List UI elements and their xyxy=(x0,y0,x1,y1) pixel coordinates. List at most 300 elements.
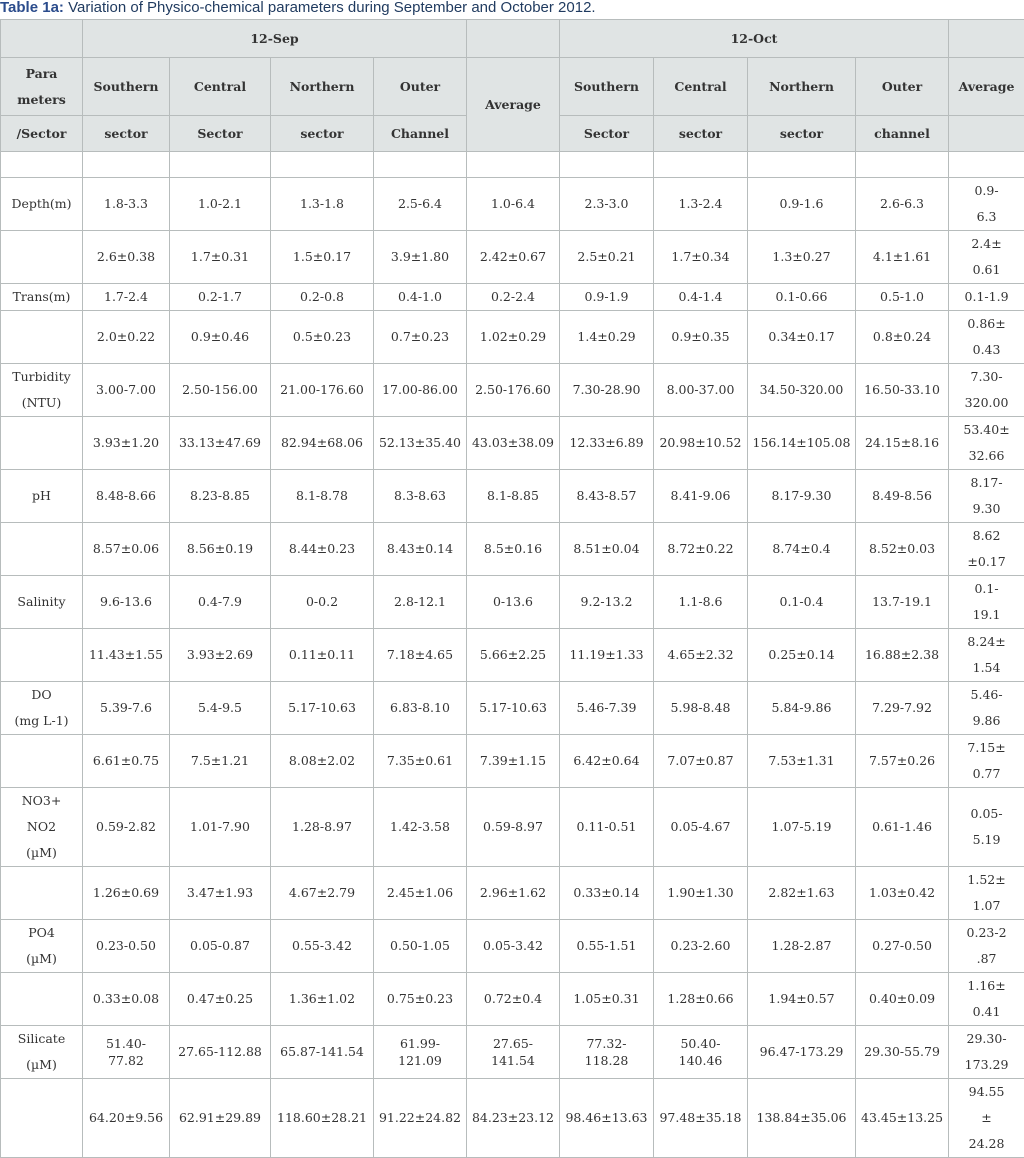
header-oct-southern: Southern xyxy=(560,58,654,116)
value-cell: 8.43±0.14 xyxy=(374,523,467,576)
value-cell: 27.65- 141.54 xyxy=(467,1026,560,1079)
value-cell: 8.3-8.63 xyxy=(374,470,467,523)
value-cell: 1.5±0.17 xyxy=(271,231,374,284)
value-cell: 20.98±10.52 xyxy=(654,417,748,470)
value-cell: 51.40- 77.82 xyxy=(83,1026,170,1079)
value-cell: 0.33±0.14 xyxy=(560,867,654,920)
param-label: (µM) xyxy=(2,946,81,972)
value-cell: 0.9±0.35 xyxy=(654,311,748,364)
value-cell: 0.59-8.97 xyxy=(467,788,560,867)
param-cell xyxy=(1,735,83,788)
average-value: 9.86 xyxy=(950,708,1023,734)
average-value: 53.40± xyxy=(950,417,1023,443)
table-row xyxy=(1,178,1024,231)
value-cell: 0.11±0.11 xyxy=(271,629,374,682)
value-cell: 0.33±0.08 xyxy=(83,973,170,1026)
average-value: 2.4± xyxy=(950,231,1023,257)
table-row xyxy=(1,973,1024,1026)
header-oct-southern-sub: Sector xyxy=(560,116,654,152)
value-cell: 5.84-9.86 xyxy=(748,682,856,735)
value-cell: 0.9-1.6 xyxy=(748,178,856,231)
value-cell: 1.3-2.4 xyxy=(654,178,748,231)
average-value: 0.1- xyxy=(950,576,1023,602)
value-cell: 21.00-176.60 xyxy=(271,364,374,417)
param-cell xyxy=(1,284,83,311)
param-cell xyxy=(1,682,83,735)
value-cell: 1.36±1.02 xyxy=(271,973,374,1026)
param-label: pH xyxy=(2,483,81,509)
spacer-cell xyxy=(949,152,1024,178)
average-cell xyxy=(949,973,1024,1026)
average-cell xyxy=(949,523,1024,576)
value-cell: 7.30-28.90 xyxy=(560,364,654,417)
average-value: 1.16± xyxy=(950,973,1023,999)
value-cell: 2.3-3.0 xyxy=(560,178,654,231)
value-cell: 0.5-1.0 xyxy=(856,284,949,311)
average-value: ±0.17 xyxy=(950,549,1023,575)
value-cell: 98.46±13.63 xyxy=(560,1079,654,1158)
value-cell: 0.4-1.4 xyxy=(654,284,748,311)
value-cell: 8.23-8.85 xyxy=(170,470,271,523)
param-cell xyxy=(1,417,83,470)
average-value: 1.54 xyxy=(950,655,1023,681)
header-oct-northern: Northern xyxy=(748,58,856,116)
value-cell: 8.57±0.06 xyxy=(83,523,170,576)
value-cell: 0.2-0.8 xyxy=(271,284,374,311)
header-sep-northern-sub: sector xyxy=(271,116,374,152)
value-cell: 82.94±68.06 xyxy=(271,417,374,470)
value-cell: 1.7±0.31 xyxy=(170,231,271,284)
average-value: 173.29 xyxy=(950,1052,1023,1078)
param-cell xyxy=(1,629,83,682)
average-value: 32.66 xyxy=(950,443,1023,469)
table-row xyxy=(1,735,1024,788)
average-value: 94.55 xyxy=(950,1079,1023,1105)
header-oct-outer: Outer xyxy=(856,58,949,116)
average-value: 320.00 xyxy=(950,390,1023,416)
value-cell: 3.9±1.80 xyxy=(374,231,467,284)
average-cell xyxy=(949,920,1024,973)
param-cell xyxy=(1,788,83,867)
value-cell: 0.34±0.17 xyxy=(748,311,856,364)
header-oct-average: Average xyxy=(949,58,1024,116)
value-cell: 0.72±0.4 xyxy=(467,973,560,1026)
value-cell: 8.51±0.04 xyxy=(560,523,654,576)
value-cell: 43.45±13.25 xyxy=(856,1079,949,1158)
value-cell: 0.27-0.50 xyxy=(856,920,949,973)
value-cell: 24.15±8.16 xyxy=(856,417,949,470)
value-cell: 8.56±0.19 xyxy=(170,523,271,576)
value-cell: 1.28-2.87 xyxy=(748,920,856,973)
value-cell: 34.50-320.00 xyxy=(748,364,856,417)
average-cell xyxy=(949,311,1024,364)
param-label: (µM) xyxy=(2,1052,81,1078)
table-row xyxy=(1,1026,1024,1079)
header-sep-northern: Northern xyxy=(271,58,374,116)
table-row xyxy=(1,867,1024,920)
value-cell: 0.40±0.09 xyxy=(856,973,949,1026)
value-cell: 0.25±0.14 xyxy=(748,629,856,682)
header-blank xyxy=(949,20,1024,58)
value-cell: 0.05-0.87 xyxy=(170,920,271,973)
average-value: 7.15± xyxy=(950,735,1023,761)
spacer-cell xyxy=(83,152,170,178)
average-value: 5.46- xyxy=(950,682,1023,708)
header-sep-outer-sub: Channel xyxy=(374,116,467,152)
spacer-cell xyxy=(374,152,467,178)
value-cell: 0.55-3.42 xyxy=(271,920,374,973)
average-cell xyxy=(949,178,1024,231)
value-cell: 84.23±23.12 xyxy=(467,1079,560,1158)
average-value: 1.07 xyxy=(950,893,1023,919)
value-cell: 7.39±1.15 xyxy=(467,735,560,788)
spacer-cell xyxy=(467,152,560,178)
value-cell: 12.33±6.89 xyxy=(560,417,654,470)
value-cell: 1.03±0.42 xyxy=(856,867,949,920)
value-cell: 27.65-112.88 xyxy=(170,1026,271,1079)
average-cell xyxy=(949,576,1024,629)
value-cell: 7.07±0.87 xyxy=(654,735,748,788)
value-cell: 11.43±1.55 xyxy=(83,629,170,682)
value-cell: 0.23-0.50 xyxy=(83,920,170,973)
value-cell: 7.29-7.92 xyxy=(856,682,949,735)
value-cell: 1.42-3.58 xyxy=(374,788,467,867)
param-label: Turbidity xyxy=(2,364,81,390)
value-cell: 0.05-3.42 xyxy=(467,920,560,973)
param-label: Trans(m) xyxy=(2,284,81,310)
header-row-months xyxy=(1,20,1024,58)
average-value: 0.43 xyxy=(950,337,1023,363)
average-value: .87 xyxy=(950,946,1023,972)
caption-text: Variation of Physico-chemical parameters during September and October 2012. xyxy=(64,0,596,16)
header-oct-central: Central xyxy=(654,58,748,116)
value-cell: 5.66±2.25 xyxy=(467,629,560,682)
table-row xyxy=(1,417,1024,470)
value-cell: 138.84±35.06 xyxy=(748,1079,856,1158)
param-label: NO2 xyxy=(2,814,81,840)
average-cell xyxy=(949,1079,1024,1158)
header-month-sep: 12-Sep xyxy=(83,20,467,58)
value-cell: 7.5±1.21 xyxy=(170,735,271,788)
value-cell: 0.23-2.60 xyxy=(654,920,748,973)
table-row xyxy=(1,1079,1024,1158)
header-sep-outer: Outer xyxy=(374,58,467,116)
header-oct-northern-sub: sector xyxy=(748,116,856,152)
spacer-cell xyxy=(856,152,949,178)
value-cell: 61.99- 121.09 xyxy=(374,1026,467,1079)
header-sep-southern: Southern xyxy=(83,58,170,116)
table-row xyxy=(1,920,1024,973)
value-cell: 2.50-156.00 xyxy=(170,364,271,417)
value-cell: 8.49-8.56 xyxy=(856,470,949,523)
table-caption xyxy=(0,0,596,19)
param-cell xyxy=(1,231,83,284)
value-cell: 65.87-141.54 xyxy=(271,1026,374,1079)
param-label: Salinity xyxy=(2,589,81,615)
average-value: 0.86± xyxy=(950,311,1023,337)
header-sep-central: Central xyxy=(170,58,271,116)
spacer-cell xyxy=(654,152,748,178)
value-cell: 1.05±0.31 xyxy=(560,973,654,1026)
average-value: 0.41 xyxy=(950,999,1023,1025)
value-cell: 3.93±2.69 xyxy=(170,629,271,682)
value-cell: 8.74±0.4 xyxy=(748,523,856,576)
value-cell: 2.50-176.60 xyxy=(467,364,560,417)
average-value: 0.05- xyxy=(950,801,1023,827)
average-cell xyxy=(949,682,1024,735)
average-value: 8.24± xyxy=(950,629,1023,655)
value-cell: 2.6±0.38 xyxy=(83,231,170,284)
value-cell: 0.5±0.23 xyxy=(271,311,374,364)
value-cell: 1.8-3.3 xyxy=(83,178,170,231)
average-cell xyxy=(949,231,1024,284)
value-cell: 7.57±0.26 xyxy=(856,735,949,788)
average-value: 19.1 xyxy=(950,602,1023,628)
average-value: 8.62 xyxy=(950,523,1023,549)
value-cell: 2.0±0.22 xyxy=(83,311,170,364)
average-value: 7.30- xyxy=(950,364,1023,390)
average-cell xyxy=(949,284,1024,311)
value-cell: 50.40- 140.46 xyxy=(654,1026,748,1079)
spacer-cell xyxy=(170,152,271,178)
param-label: (NTU) xyxy=(2,390,81,416)
param-label: (µM) xyxy=(2,840,81,866)
value-cell: 97.48±35.18 xyxy=(654,1079,748,1158)
average-cell xyxy=(949,788,1024,867)
param-label: DO xyxy=(2,682,81,708)
spacer-cell xyxy=(748,152,856,178)
value-cell: 8.41-9.06 xyxy=(654,470,748,523)
value-cell: 7.35±0.61 xyxy=(374,735,467,788)
average-value: 0.1-1.9 xyxy=(950,284,1023,310)
value-cell: 2.5±0.21 xyxy=(560,231,654,284)
value-cell: 9.6-13.6 xyxy=(83,576,170,629)
average-value: 0.77 xyxy=(950,761,1023,787)
param-cell xyxy=(1,1026,83,1079)
spacer-cell xyxy=(560,152,654,178)
average-value: 0.9- xyxy=(950,178,1023,204)
param-label: Depth(m) xyxy=(2,191,81,217)
header-param-line: Para xyxy=(2,61,81,87)
value-cell: 1.28±0.66 xyxy=(654,973,748,1026)
value-cell: 2.5-6.4 xyxy=(374,178,467,231)
average-cell xyxy=(949,470,1024,523)
value-cell: 8.44±0.23 xyxy=(271,523,374,576)
param-cell xyxy=(1,1079,83,1158)
value-cell: 2.82±1.63 xyxy=(748,867,856,920)
value-cell: 2.6-6.3 xyxy=(856,178,949,231)
value-cell: 62.91±29.89 xyxy=(170,1079,271,1158)
value-cell: 1.01-7.90 xyxy=(170,788,271,867)
value-cell: 2.8-12.1 xyxy=(374,576,467,629)
value-cell: 8.5±0.16 xyxy=(467,523,560,576)
param-cell xyxy=(1,523,83,576)
value-cell: 1.02±0.29 xyxy=(467,311,560,364)
value-cell: 5.4-9.5 xyxy=(170,682,271,735)
header-param-line: meters xyxy=(2,87,81,113)
value-cell: 5.17-10.63 xyxy=(271,682,374,735)
value-cell: 5.17-10.63 xyxy=(467,682,560,735)
value-cell: 8.00-37.00 xyxy=(654,364,748,417)
value-cell: 1.07-5.19 xyxy=(748,788,856,867)
value-cell: 0.2-2.4 xyxy=(467,284,560,311)
value-cell: 1.1-8.6 xyxy=(654,576,748,629)
value-cell: 2.96±1.62 xyxy=(467,867,560,920)
param-cell xyxy=(1,576,83,629)
value-cell: 5.39-7.6 xyxy=(83,682,170,735)
value-cell: 4.1±1.61 xyxy=(856,231,949,284)
header-sep-southern-sub: sector xyxy=(83,116,170,152)
param-cell xyxy=(1,920,83,973)
value-cell: 1.0-2.1 xyxy=(170,178,271,231)
value-cell: 2.45±1.06 xyxy=(374,867,467,920)
average-cell xyxy=(949,867,1024,920)
value-cell: 0.4-1.0 xyxy=(374,284,467,311)
table-row xyxy=(1,682,1024,735)
average-value: 6.3 xyxy=(950,204,1023,230)
value-cell: 52.13±35.40 xyxy=(374,417,467,470)
value-cell: 0.9-1.9 xyxy=(560,284,654,311)
spacer-row xyxy=(1,152,1024,178)
average-value: 29.30- xyxy=(950,1026,1023,1052)
param-cell xyxy=(1,867,83,920)
value-cell: 1.0-6.4 xyxy=(467,178,560,231)
average-value: 1.52± xyxy=(950,867,1023,893)
spacer-cell xyxy=(271,152,374,178)
average-cell xyxy=(949,735,1024,788)
value-cell: 16.50-33.10 xyxy=(856,364,949,417)
param-cell xyxy=(1,311,83,364)
param-label: NO3+ xyxy=(2,788,81,814)
value-cell: 43.03±38.09 xyxy=(467,417,560,470)
table-row xyxy=(1,364,1024,417)
table-row xyxy=(1,311,1024,364)
param-cell xyxy=(1,470,83,523)
param-cell xyxy=(1,973,83,1026)
value-cell: 8.1-8.78 xyxy=(271,470,374,523)
value-cell: 8.17-9.30 xyxy=(748,470,856,523)
caption-label: Table 1a: xyxy=(0,0,64,16)
value-cell: 0.9±0.46 xyxy=(170,311,271,364)
value-cell: 0.55-1.51 xyxy=(560,920,654,973)
header-oct-average-sub xyxy=(949,116,1024,152)
value-cell: 6.61±0.75 xyxy=(83,735,170,788)
value-cell: 0.1-0.4 xyxy=(748,576,856,629)
value-cell: 1.94±0.57 xyxy=(748,973,856,1026)
value-cell: 1.28-8.97 xyxy=(271,788,374,867)
value-cell: 5.98-8.48 xyxy=(654,682,748,735)
value-cell: 11.19±1.33 xyxy=(560,629,654,682)
value-cell: 156.14±105.08 xyxy=(748,417,856,470)
header-oct-outer-sub: channel xyxy=(856,116,949,152)
parameters-table xyxy=(0,19,1024,1158)
table-row xyxy=(1,629,1024,682)
average-value: 0.23-2 xyxy=(950,920,1023,946)
value-cell: 0.50-1.05 xyxy=(374,920,467,973)
average-cell xyxy=(949,364,1024,417)
value-cell: 91.22±24.82 xyxy=(374,1079,467,1158)
value-cell: 3.93±1.20 xyxy=(83,417,170,470)
average-value: 9.30 xyxy=(950,496,1023,522)
value-cell: 8.48-8.66 xyxy=(83,470,170,523)
average-value: ± xyxy=(950,1105,1023,1131)
value-cell: 77.32- 118.28 xyxy=(560,1026,654,1079)
value-cell: 0-13.6 xyxy=(467,576,560,629)
table-row xyxy=(1,576,1024,629)
average-value: 0.61 xyxy=(950,257,1023,283)
header-sep-central-sub: Sector xyxy=(170,116,271,152)
value-cell: 0.1-0.66 xyxy=(748,284,856,311)
header-param-sector: /Sector xyxy=(1,116,83,152)
value-cell: 6.42±0.64 xyxy=(560,735,654,788)
value-cell: 9.2-13.2 xyxy=(560,576,654,629)
average-cell xyxy=(949,417,1024,470)
average-cell xyxy=(949,1026,1024,1079)
header-month-oct: 12-Oct xyxy=(560,20,949,58)
spacer-cell xyxy=(1,152,83,178)
value-cell: 1.3±0.27 xyxy=(748,231,856,284)
header-sep-average: Average xyxy=(467,58,560,152)
value-cell: 0.75±0.23 xyxy=(374,973,467,1026)
header-corner xyxy=(1,20,83,58)
value-cell: 13.7-19.1 xyxy=(856,576,949,629)
average-value: 8.17- xyxy=(950,470,1023,496)
param-cell xyxy=(1,178,83,231)
value-cell: 7.53±1.31 xyxy=(748,735,856,788)
value-cell: 0-0.2 xyxy=(271,576,374,629)
value-cell: 0.7±0.23 xyxy=(374,311,467,364)
param-label: (mg L-1) xyxy=(2,708,81,734)
value-cell: 1.7±0.34 xyxy=(654,231,748,284)
value-cell: 0.47±0.25 xyxy=(170,973,271,1026)
table-row xyxy=(1,523,1024,576)
param-cell xyxy=(1,364,83,417)
value-cell: 8.72±0.22 xyxy=(654,523,748,576)
value-cell: 0.05-4.67 xyxy=(654,788,748,867)
value-cell: 7.18±4.65 xyxy=(374,629,467,682)
value-cell: 29.30-55.79 xyxy=(856,1026,949,1079)
value-cell: 1.90±1.30 xyxy=(654,867,748,920)
value-cell: 5.46-7.39 xyxy=(560,682,654,735)
value-cell: 3.00-7.00 xyxy=(83,364,170,417)
value-cell: 2.42±0.67 xyxy=(467,231,560,284)
value-cell: 6.83-8.10 xyxy=(374,682,467,735)
value-cell: 1.3-1.8 xyxy=(271,178,374,231)
value-cell: 64.20±9.56 xyxy=(83,1079,170,1158)
header-param-label xyxy=(1,58,83,116)
value-cell: 33.13±47.69 xyxy=(170,417,271,470)
value-cell: 96.47-173.29 xyxy=(748,1026,856,1079)
value-cell: 0.4-7.9 xyxy=(170,576,271,629)
value-cell: 8.08±2.02 xyxy=(271,735,374,788)
value-cell: 4.65±2.32 xyxy=(654,629,748,682)
value-cell: 0.8±0.24 xyxy=(856,311,949,364)
value-cell: 16.88±2.38 xyxy=(856,629,949,682)
value-cell: 118.60±28.21 xyxy=(271,1079,374,1158)
table-row xyxy=(1,470,1024,523)
value-cell: 1.7-2.4 xyxy=(83,284,170,311)
average-cell xyxy=(949,629,1024,682)
value-cell: 0.2-1.7 xyxy=(170,284,271,311)
value-cell: 3.47±1.93 xyxy=(170,867,271,920)
value-cell: 0.11-0.51 xyxy=(560,788,654,867)
value-cell: 8.52±0.03 xyxy=(856,523,949,576)
value-cell: 17.00-86.00 xyxy=(374,364,467,417)
value-cell: 1.26±0.69 xyxy=(83,867,170,920)
value-cell: 1.4±0.29 xyxy=(560,311,654,364)
average-value: 5.19 xyxy=(950,827,1023,853)
param-label: Silicate xyxy=(2,1026,81,1052)
